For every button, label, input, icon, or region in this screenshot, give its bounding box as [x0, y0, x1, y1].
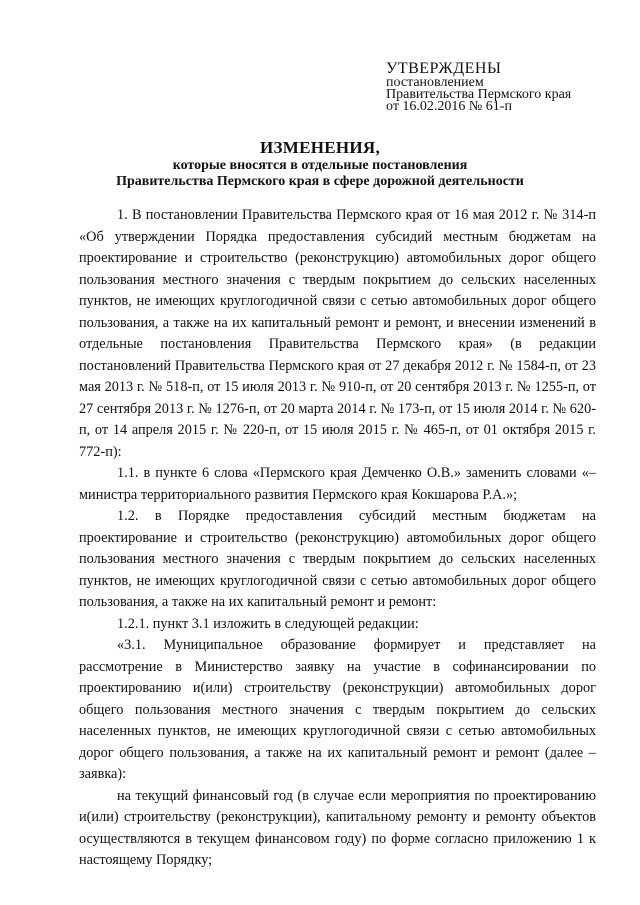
- approved-label: УТВЕРЖДЕНЫ: [386, 60, 502, 77]
- subtitle-line-2: Правительства Пермского края в сфере дорожной деятельности: [116, 174, 524, 189]
- document-body: [79, 205, 596, 872]
- paragraph-1-2: 1.2. в Порядке предоставления субсидий местным бюджетам на проектирование и строительство (реконструкцию) автомобильных дорог общего пользования местного значения с твердым покрытием до сельских населенных пунктов, не имеющих круглогодичной связи с сетью автомобильных дорог общего пользования, а также на их капитальный ремонт и ремонт:: [79, 508, 596, 610]
- subtitle-line-1: которые вносятся в отдельные постановления: [172, 158, 468, 173]
- document-subtitle: [0, 158, 640, 190]
- approval-line-2: Правительства Пермского края: [386, 87, 572, 102]
- paragraph-1-2-1: 1.2.1. пункт 3.1 изложить в следующей редакции:: [117, 615, 419, 632]
- paragraph-current-year: на текущий финансовый год (в случае если мероприятия по проектированию и(или) строительству (реконструкции), капитальному ремонту и ремонту объектов осуществляются в текущем финансовом году) по форме согласно приложению 1 к настоящему Порядку;: [79, 787, 596, 868]
- document-title: ИЗМЕНЕНИЯ,: [259, 138, 381, 157]
- paragraph-1-1: 1.1. в пункте 6 слова «Пермского края Демченко О.В.» заменить словами «– министра территориального развития Пермского края Кокшарова Р.А.»;: [79, 465, 596, 503]
- paragraph-1: 1. В постановлении Правительства Пермского края от 16 мая 2012 г. № 314-п «Об утверждении Порядка предоставления субсидий местным бюджетам на проектирование и строительство (реконструкцию) автомобильных дорог общего пользования местного значения с твердым покрытием до сельских населенных пунктов, не имеющих круглогодичной связи с сетью автомобильных дорог общего пользования, а также на их капитальный ремонт и ремонт, и внесении изменений в отдельные постановления Правительства Пермского края» (в редакции постановлений Правительства Пермского края от 27 декабря 2012 г. № 1584-п, от 23 мая 2013 г. № 518-п, от 15 июля 2013 г. № 910-п, от 20 сентября 2013 г. № 1255-п, от 27 сентября 2013 г. № 1276-п, от 20 марта 2014 г. № 173-п, от 15 июля 2014 г. № 620-п, от 14 апреля 2015 г. № 220-п, от 15 июля 2015 г. № 465-п, от 01 октября 2015 г. 772-п):: [79, 207, 596, 460]
- paragraph-3-1: «3.1. Муниципальное образование формирует и представляет на рассмотрение в Министерство заявку на участие в софинансировании по проектированию и(или) строительству (реконструкции) автомобильных дорог общего пользования местного значения с твердым покрытием до сельских населенных пунктов, не имеющих круглогодичной связи с сетью автомобильных дорог общего пользования, а также на их капитальный ремонт и ремонт (далее – заявка):: [79, 637, 596, 782]
- approval-block: [386, 60, 626, 113]
- approval-line-3: от 16.02.2016 № 61-п: [386, 99, 512, 114]
- approval-line-1: постановлением: [386, 75, 484, 90]
